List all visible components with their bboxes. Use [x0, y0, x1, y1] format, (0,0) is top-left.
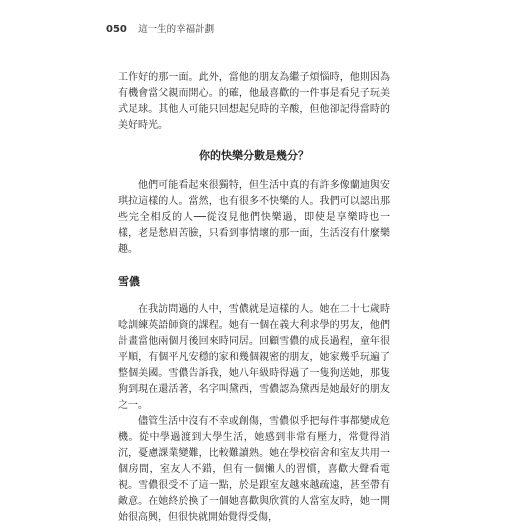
book-title: 這一生的幸福計劃	[138, 24, 215, 35]
section-heading-happiness-score: 你的快樂分數是幾分？	[199, 149, 309, 162]
paragraph-2: 他們可能看起來很獨特，但生活中真的有許多像蘭迪與安琪拉這樣的人。當然，也有很多不快樂的人。我們可以認出那些完全相反的人──從沒見他們快樂過，即使是享樂時也一樣，老是愁眉苦臉，只看到事情壞的那一面，生活沒有什麼樂趣。	[118, 180, 390, 255]
page-number: 050	[106, 24, 127, 35]
paragraph-4: 儘管生活中沒有不幸或創傷，雪儂似乎把每件事都變成危機。從中學過渡到大學生活，她感到非常有壓力，常覺得消沉，憂慮課業變難，比較難讀熟。她在學校宿舍和室友共用一個房間，室友人不錯，但有一個懶人的習慣，喜歡大聲看電視。雪儂很受不了這一點，於是跟室友越來越疏遠，甚至帶有敵意。在她終於換了一個她喜歡與欣賞的人當室友時，她一開始很高興，但很快就開始覺得受傷，	[118, 416, 390, 523]
paragraph-1: 工作好的那一面。此外，當他的朋友為繼子煩惱時，他則因為有機會當父親而開心。的確，他最喜歡的一件事是看兒子玩美式足球。其他人可能只回想起兒時的辛酸，但他卻記得當時的美好時光。	[118, 72, 390, 131]
paragraph-3: 在我訪問過的人中，雪儂就是這樣的人。她在二十七歲時唸訓練英語師資的課程。她有一個在義大利求學的男友，他們計畫當他兩個月後回來時同居。回顧雪儂的成長過程，童年很平順，有個平凡安穩的家和幾個親密的朋友，她家幾乎玩遍了整個美國。雪儂告訴我，她八年級時得過了一隻狗送她，那隻狗到現在還活著，名字叫黛西，雪儂認為黛西是她最好的朋友之一。	[118, 304, 390, 411]
section-heading-shannon: 雪儂	[118, 275, 140, 288]
page-body	[118, 70, 390, 526]
running-header	[106, 21, 214, 35]
